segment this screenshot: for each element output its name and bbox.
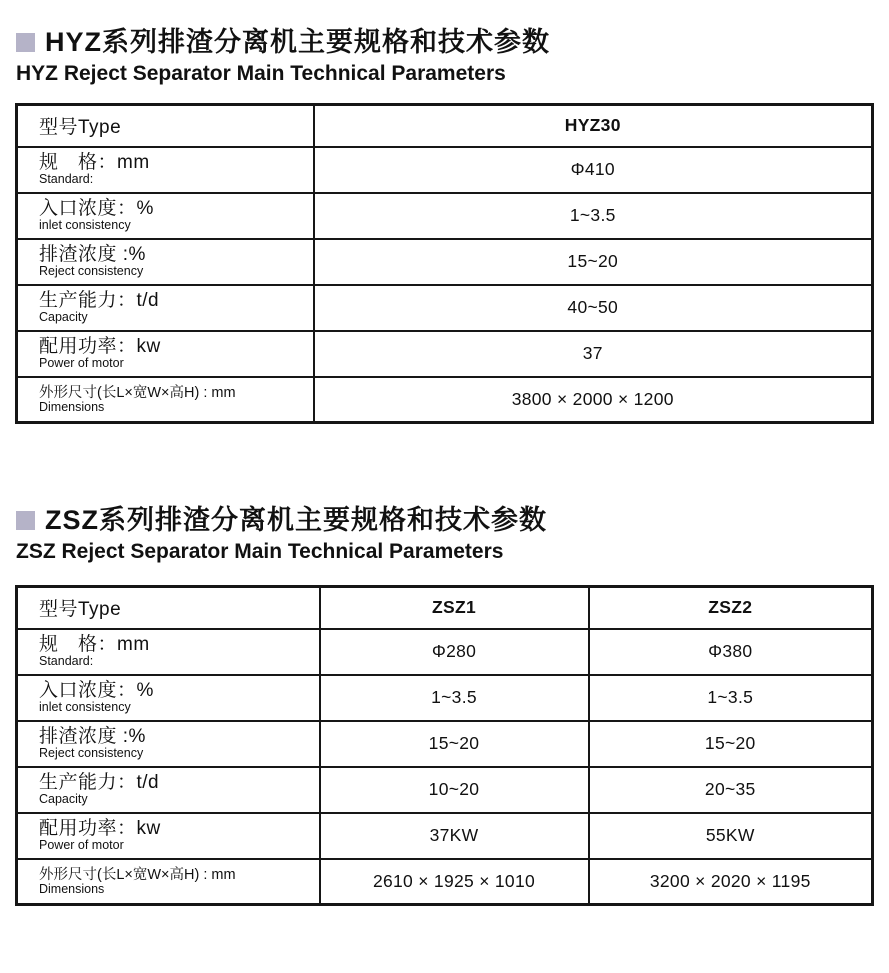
section-zsz <box>0 424 889 906</box>
param-value: 2610 × 1925 × 1010 <box>320 859 589 905</box>
param-label-en: Capacity <box>39 310 88 324</box>
param-label-capacity <box>17 767 320 813</box>
row-inlet-consistency <box>17 193 873 239</box>
param-label-cn: 入口浓度：% <box>39 680 154 701</box>
param-value: 15~20 <box>589 721 873 767</box>
param-label-en: Dimensions <box>39 881 105 896</box>
param-label-reject-consistency <box>17 239 314 285</box>
param-label-reject-consistency <box>17 721 320 767</box>
table-header-row <box>17 105 873 147</box>
param-label-cn: 排渣浓度 :% <box>39 726 146 747</box>
param-label-dimensions <box>17 859 320 905</box>
zsz-parameters-table <box>15 585 874 906</box>
square-bullet-icon <box>16 511 35 530</box>
param-value: 3800 × 2000 × 1200 <box>314 377 873 423</box>
row-power-of-motor <box>17 331 873 377</box>
param-value: 1~3.5 <box>589 675 873 721</box>
param-label-en: Dimensions <box>39 399 105 414</box>
param-value: 15~20 <box>314 239 873 285</box>
row-power-of-motor <box>17 813 873 859</box>
param-label-en: Reject consistency <box>39 746 144 760</box>
param-label-cn: 外形尺寸(长L×宽W×高H) : mm <box>39 866 236 883</box>
hyz-parameters-table <box>15 103 874 424</box>
param-label-cn: 配用功率：kw <box>39 336 161 357</box>
header-model-zsz2: ZSZ2 <box>589 587 873 629</box>
row-standard <box>17 629 873 675</box>
param-value: 1~3.5 <box>314 193 873 239</box>
param-value: Φ280 <box>320 629 589 675</box>
param-label-en: Power of motor <box>39 356 124 370</box>
param-value: Φ380 <box>589 629 873 675</box>
param-label-inlet-consistency <box>17 675 320 721</box>
header-type-label: 型号Type <box>17 105 314 147</box>
row-dimensions <box>17 377 873 423</box>
param-label-en: inlet consistency <box>39 700 131 714</box>
square-bullet-icon <box>16 33 35 52</box>
param-value: 37KW <box>320 813 589 859</box>
param-value: 55KW <box>589 813 873 859</box>
section-zsz-title-en: ZSZ Reject Separator Main Technical Parameters <box>16 540 504 563</box>
header-model-hyz30: HYZ30 <box>314 105 873 147</box>
section-zsz-title-cn: ZSZ系列排渣分离机主要规格和技术参数 <box>45 505 547 535</box>
param-value: 3200 × 2020 × 1195 <box>589 859 873 905</box>
row-reject-consistency <box>17 721 873 767</box>
param-label-standard <box>17 629 320 675</box>
row-dimensions <box>17 859 873 905</box>
param-label-cn: 规 格：mm <box>39 634 150 655</box>
param-value: 40~50 <box>314 285 873 331</box>
param-label-en: Reject consistency <box>39 264 144 278</box>
param-label-cn: 规 格：mm <box>39 152 150 173</box>
param-label-power-of-motor <box>17 331 314 377</box>
param-value: 37 <box>314 331 873 377</box>
param-label-cn: 生产能力：t/d <box>39 290 160 311</box>
row-standard <box>17 147 873 193</box>
section-hyz-title-row <box>16 0 889 59</box>
param-label-standard <box>17 147 314 193</box>
section-hyz <box>0 0 889 424</box>
section-hyz-title-cn: HYZ系列排渣分离机主要规格和技术参数 <box>45 27 550 57</box>
param-label-capacity <box>17 285 314 331</box>
section-zsz-title-row <box>16 424 889 537</box>
param-label-en: Capacity <box>39 792 88 806</box>
row-capacity <box>17 285 873 331</box>
param-label-cn: 配用功率：kw <box>39 818 161 839</box>
row-inlet-consistency <box>17 675 873 721</box>
param-label-dimensions <box>17 377 314 423</box>
param-value: 1~3.5 <box>320 675 589 721</box>
param-label-cn: 入口浓度：% <box>39 198 154 219</box>
param-label-en: inlet consistency <box>39 218 131 232</box>
param-label-inlet-consistency <box>17 193 314 239</box>
param-label-en: Standard: <box>39 172 94 186</box>
param-value: 15~20 <box>320 721 589 767</box>
param-label-power-of-motor <box>17 813 320 859</box>
param-value: 10~20 <box>320 767 589 813</box>
param-label-cn: 外形尺寸(长L×宽W×高H) : mm <box>39 384 236 401</box>
param-label-en: Power of motor <box>39 838 124 852</box>
param-value: Φ410 <box>314 147 873 193</box>
param-label-cn: 生产能力：t/d <box>39 772 160 793</box>
table-header-row <box>17 587 873 629</box>
row-reject-consistency <box>17 239 873 285</box>
header-type-label: 型号Type <box>17 587 320 629</box>
row-capacity <box>17 767 873 813</box>
param-label-en: Standard: <box>39 654 94 668</box>
param-value: 20~35 <box>589 767 873 813</box>
header-model-zsz1: ZSZ1 <box>320 587 589 629</box>
section-hyz-title-en: HYZ Reject Separator Main Technical Parameters <box>16 62 506 85</box>
param-label-cn: 排渣浓度 :% <box>39 244 146 265</box>
